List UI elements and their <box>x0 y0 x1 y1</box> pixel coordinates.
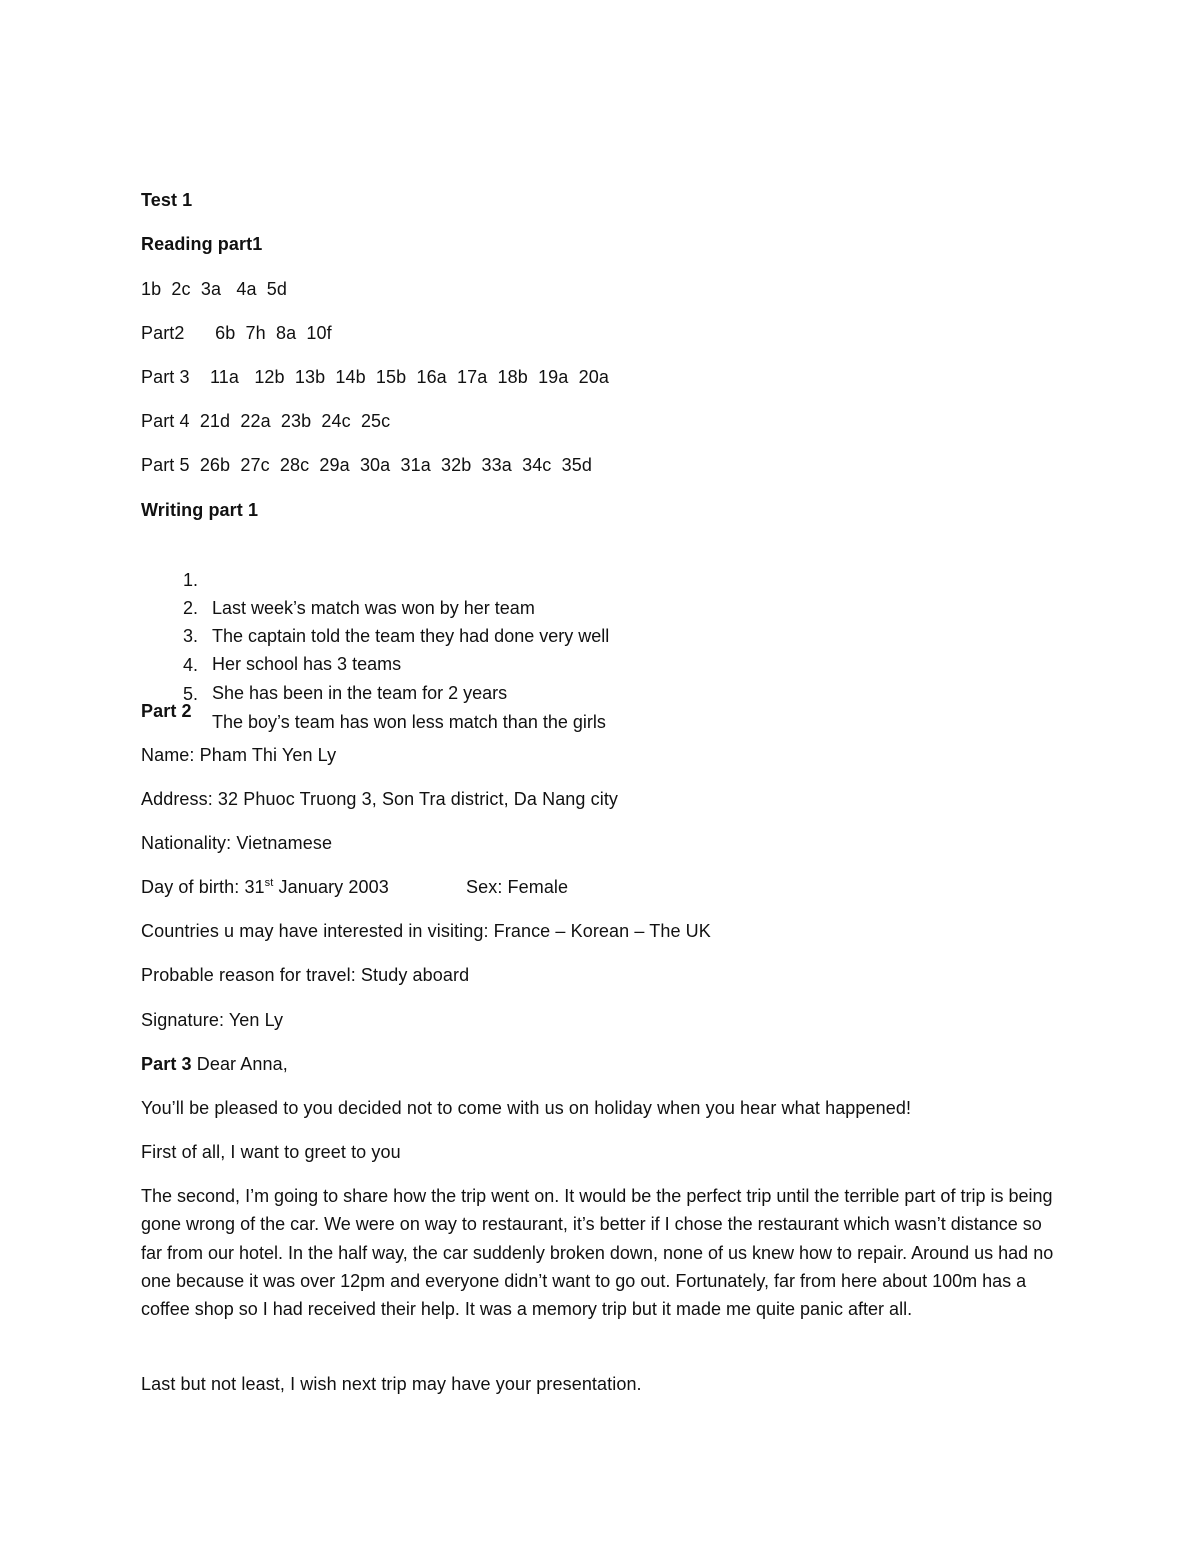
form-reason: Probable reason for travel: Study aboard <box>141 965 470 985</box>
writing-heading: Writing part 1 <box>141 500 259 520</box>
letter-paragraph-4: Last but not least, I wish next trip may have your presentation. <box>141 1374 642 1394</box>
part3-heading-line <box>141 1050 288 1078</box>
form-countries: Countries u may have interested in visiting: France – Korean – The UK <box>141 921 711 941</box>
letter-paragraph-2: First of all, I want to greet to you <box>141 1142 401 1162</box>
reading-part3-answers: Part 3 11a 12b 13b 14b 15b 16a 17a 18b 19a 20a <box>141 367 609 387</box>
part2-heading: Part 2 <box>141 701 192 721</box>
list-item-number: 2. <box>182 598 198 618</box>
list-item-number: 5. <box>182 684 198 704</box>
form-sex: Sex: Female <box>466 877 569 897</box>
letter-salutation: Dear Anna, <box>191 1054 288 1074</box>
reading-part1-answers: 1b 2c 3a 4a 5d <box>141 279 288 299</box>
reading-part5-answers: Part 5 26b 27c 28c 29a 30a 31a 32b 33a 34c 35d <box>141 455 592 475</box>
form-date-of-birth <box>141 873 389 901</box>
list-item-number: 3. <box>182 626 198 646</box>
list-item-text: Last week’s match was won by her team <box>212 598 535 618</box>
form-name: Name: Pham Thi Yen Ly <box>141 745 337 765</box>
letter-paragraph-1: You’ll be pleased to you decided not to come with us on holiday when you hear what happened! <box>141 1098 912 1118</box>
list-item-text: The captain told the team they had done very well <box>212 626 610 646</box>
list-item-text: Her school has 3 teams <box>212 654 402 674</box>
form-nationality: Nationality: Vietnamese <box>141 833 333 853</box>
list-item-number: 1. <box>182 570 198 590</box>
reading-heading: Reading part1 <box>141 234 263 254</box>
dob-superscript: st <box>264 877 274 889</box>
form-address: Address: 32 Phuoc Truong 3, Son Tra district, Da Nang city <box>141 789 619 809</box>
part3-heading: Part 3 <box>141 1054 192 1074</box>
dob-suffix: January 2003 <box>273 877 389 897</box>
reading-part2-answers: Part2 6b 7h 8a 10f <box>141 323 332 343</box>
reading-part4-answers: Part 4 21d 22a 23b 24c 25c <box>141 411 391 431</box>
dob-prefix: Day of birth: 31 <box>141 877 265 897</box>
test-title: Test 1 <box>141 190 193 210</box>
list-item-number: 4. <box>182 655 198 675</box>
document-page <box>141 0 1071 1553</box>
form-signature: Signature: Yen Ly <box>141 1010 284 1030</box>
list-item-text: She has been in the team for 2 years <box>212 683 508 703</box>
list-item-text: The boy’s team has won less match than the girls <box>212 712 606 732</box>
letter-paragraph-3: The second, I’m going to share how the trip went on. It would be the perfect trip until the terrible part of trip is being gone wrong of the car. We were on way to restaurant, it’s better if I chose the restaurant which wasn’t distance so far from our hotel. In the half way, the car suddenly broken down, none of us knew how to repair. Around us had no one because it was over 12pm and everyone didn’t want to go out. Fortunately, far from here about 100m has a coffee shop so I had received their help. It was a memory trip but it made me quite panic after all. <box>141 1186 1054 1320</box>
